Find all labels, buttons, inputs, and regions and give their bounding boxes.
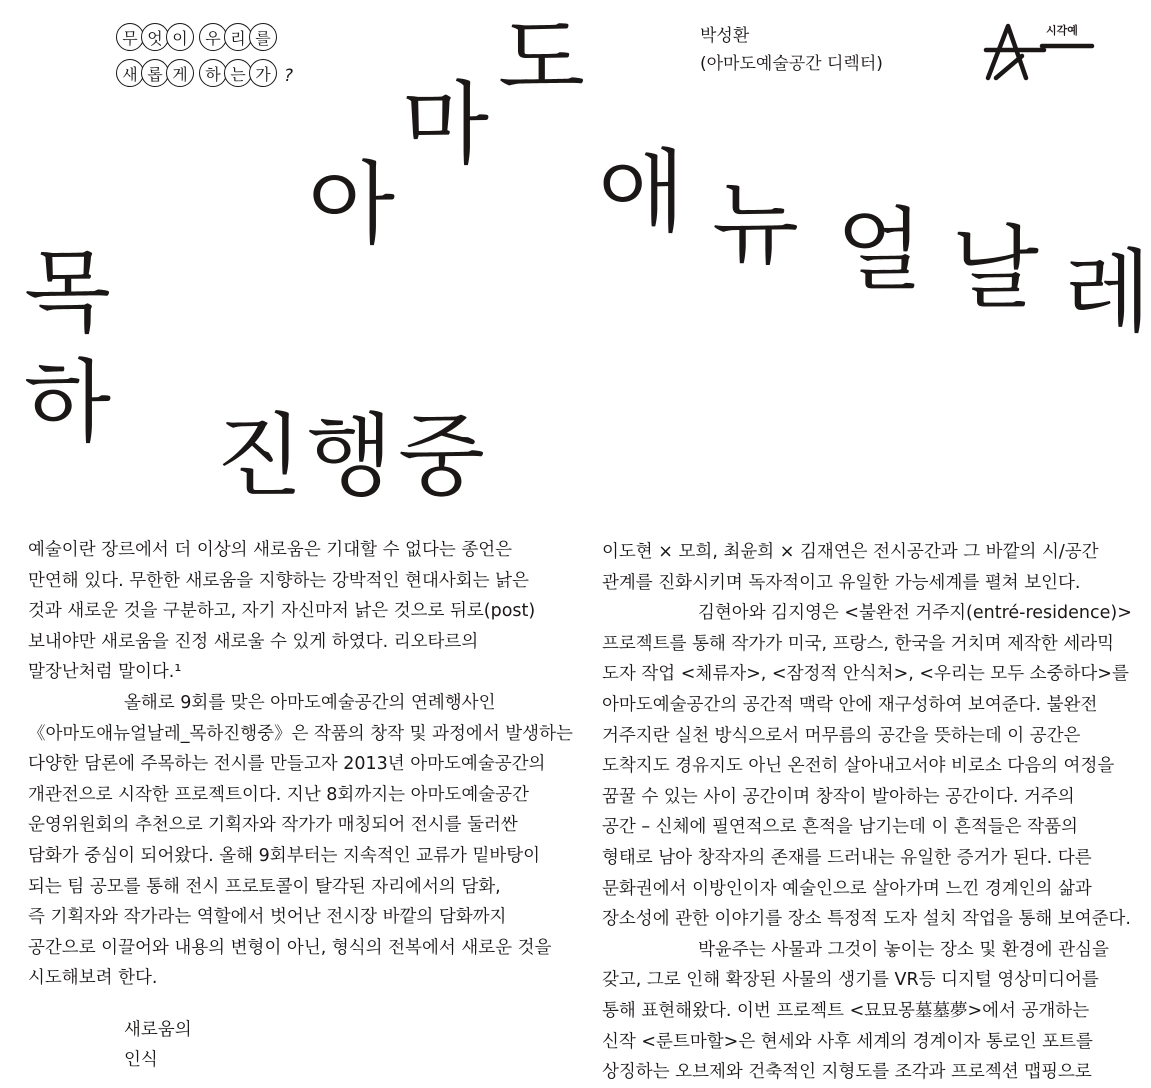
paragraph-line: 이도현 × 모희, 최윤희 × 김재연은 전시공간과 그 바깥의 시/공간 (602, 542, 1099, 562)
paragraph-line: 상징하는 오브제와 건축적인 지형도를 조각과 프로젝션 맵핑으로 (602, 1062, 1092, 1083)
paragraph-line: 거주지란 실천 방식으로서 머무름의 공간을 뜻하는데 이 공간은 (602, 725, 1081, 746)
paragraph-line: 되는 팀 공모를 통해 전시 프로토콜이 탈각된 자리에서의 담화, (28, 876, 501, 897)
subheading-line: 인식 (124, 1050, 158, 1070)
paragraph-line: 도착지도 경유지도 아닌 온전히 살아내고서야 비로소 다음의 여정을 (602, 756, 1115, 777)
paragraph-line: 도자 작업 <체류자>, <잠정적 안식처>, <우리는 모두 소중하다>를 (602, 664, 1129, 685)
paragraph-line: 프로젝트를 통해 작가가 미국, 프랑스, 한국을 거치며 제작한 세라믹 (602, 633, 1115, 654)
paragraph-line: 김현아와 김지영은 <불완전 거주지(entré-residence)> (698, 603, 1132, 624)
logo-text: 시각예 (1046, 24, 1078, 37)
circled-word (199, 59, 274, 87)
circled-char: 롭 (141, 59, 169, 87)
paragraph-line: 보내야만 새로움을 진정 새로울 수 있게 하였다. 리오타르의 (28, 631, 479, 652)
circled-char: 이 (166, 23, 194, 51)
circled-word (116, 23, 191, 51)
title-glyph-re: 레 (1064, 240, 1151, 345)
paragraph-line: 박윤주는 사물과 그것이 놓이는 장소 및 환경에 관심을 (698, 939, 1109, 960)
title-glyph-nal: 날 (952, 216, 1039, 321)
title-glyph-jung: 중 (398, 404, 485, 509)
circled-char: 무 (116, 23, 144, 51)
paragraph-line: 시도해보려 한다. (28, 968, 158, 989)
left-column (28, 535, 573, 994)
paragraph-line: 예술이란 장르에서 더 이상의 새로움은 기대할 수 없다는 종언은 (28, 540, 513, 560)
title-glyph-eol: 얼 (836, 198, 923, 303)
paragraph-line: 장소성에 관한 이야기를 장소 특정적 도자 설치 작업을 통해 보여준다. (602, 909, 1131, 930)
circled-char: 엇 (141, 23, 169, 51)
paragraph-line: 만연해 있다. 무한한 새로움을 지향하는 강박적인 현대사회는 낡은 (28, 570, 529, 591)
paragraph-line: 다양한 담론에 주목하는 전시를 만들고자 2013년 아마도예술공간의 (28, 754, 546, 775)
paragraph-line: 《아마도애뉴얼날레_목하진행중》은 작품의 창작 및 과정에서 발생하는 (28, 723, 573, 744)
paragraph-line: 운영위원회의 추천으로 기획자와 작가가 매칭되어 전시를 둘러싼 (28, 815, 518, 836)
author-name: 박성환 (700, 26, 750, 46)
right-column (602, 537, 1132, 1088)
circled-char: 리 (224, 23, 252, 51)
paragraph-line: 담화가 중심이 되어왔다. 올해 9회부터는 지속적인 교류가 밑바탕이 (28, 845, 541, 866)
subheading-line: 새로움의 (124, 1020, 192, 1040)
question-mark: ? (284, 66, 294, 86)
paragraph-line: 형태로 남아 창작자의 존재를 드러내는 유일한 증거가 된다. 다른 (602, 847, 1092, 868)
paragraph-line: 갖고, 그로 인해 확장된 사물의 생기를 VR등 디지털 영상미디어를 (602, 970, 1099, 991)
paragraph-line: 것과 새로운 것을 구분하고, 자기 자신마저 낡은 것으로 뒤로(post) (28, 601, 536, 622)
paragraph-line: 문화권에서 이방인이자 예술인으로 살아가며 느낀 경계인의 삶과 (602, 878, 1092, 899)
circled-char: 는 (224, 59, 252, 87)
paragraph-line: 꿈꿀 수 있는 사이 공간이며 창작이 발아하는 공간이다. 거주의 (602, 786, 1075, 807)
paragraph-line: 공간 – 신체에 필연적으로 흔적을 남기는데 이 흔적들은 작품의 (602, 817, 1078, 838)
paragraph-line: 말장난처럼 말이다.¹ (28, 662, 182, 683)
title-glyph-do: 도 (498, 6, 585, 111)
author-block (700, 22, 883, 78)
paragraph-line: 신작 <룬트마할>은 현세와 사후 세계의 경계이자 통로인 포트를 (602, 1031, 1093, 1052)
header-phrase-line2 (116, 59, 293, 87)
paragraph-line: 공간으로 이끌어와 내용의 변형이 아닌, 형식의 전복에서 새로운 것을 (28, 937, 552, 958)
title-glyph-a: 아 (308, 152, 395, 257)
paragraph-line: 즉 기획자와 작가라는 역할에서 벗어난 전시장 바깥의 담화까지 (28, 907, 507, 928)
paragraph-line: 통해 표현해왔다. 이번 프로젝트 <묘묘몽墓墓夢>에서 공개하는 (602, 1000, 1090, 1021)
title-glyph-ma: 마 (402, 72, 489, 177)
circled-char: 새 (116, 59, 144, 87)
circled-char: 하 (199, 59, 227, 87)
paragraph-line: 아마도예술공간의 공간적 맥락 안에 재구성하여 보여준다. 불완전 (602, 694, 1098, 715)
title-glyph-ae: 애 (598, 140, 685, 245)
circled-word (199, 23, 274, 51)
header-phrase-line1 (116, 23, 282, 51)
author-role: (아마도예술공간 디렉터) (700, 54, 883, 74)
title-glyph-mok: 목 (24, 240, 111, 345)
circled-char: 우 (199, 23, 227, 51)
section-subheading (124, 1015, 192, 1075)
paragraph-line: 개관전으로 시작한 프로젝트이다. 지난 8회까지는 아마도예술공간 (28, 784, 529, 805)
circled-word (116, 59, 191, 87)
title-glyph-nyu: 뉴 (712, 172, 799, 277)
circled-char: 게 (166, 59, 194, 87)
circled-char: 를 (249, 23, 277, 51)
title-glyph-jin: 진 (216, 404, 303, 509)
title-glyph-haeng: 행 (306, 404, 393, 509)
paragraph-line: 관계를 진화시키며 독자적이고 유일한 가능세계를 펼쳐 보인다. (602, 572, 1081, 593)
paragraph-line: 올해로 9회를 맞은 아마도예술공간의 연례행사인 (124, 692, 496, 713)
circled-char: 가 (249, 59, 277, 87)
title-glyph-ha: 하 (24, 350, 111, 455)
